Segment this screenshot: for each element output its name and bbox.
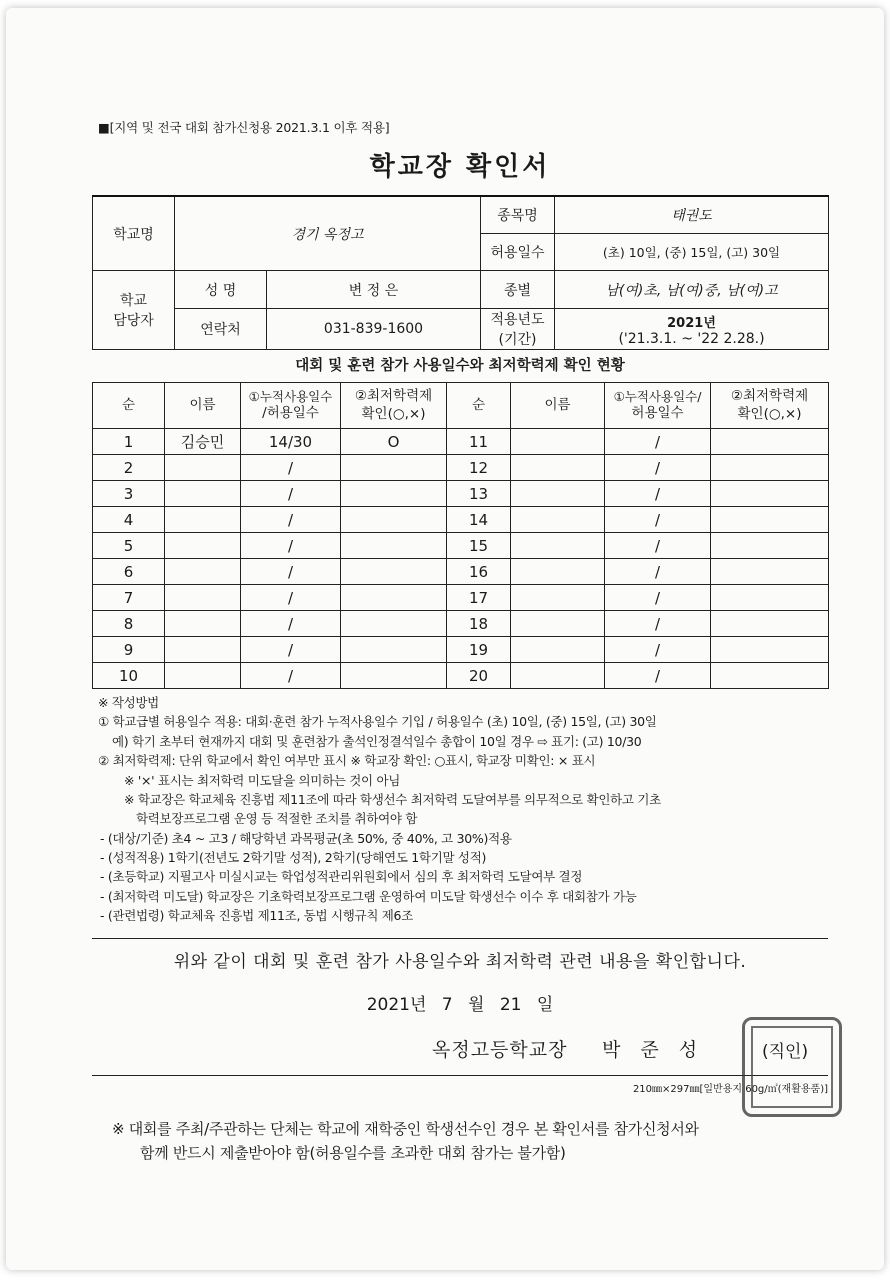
cell-grade-l [341, 585, 447, 611]
note-line-2: 예) 학기 초부터 현재까지 대회 및 훈련참가 출석인정결석일수 총합이 10일 경우 ⇨ 표기: (고) 10/30 [112, 733, 642, 749]
footer-line-2: 함께 반드시 제출받아야 함(허용일수를 초과한 대회 참가는 불가함) [140, 1144, 566, 1163]
cell-no-r: 12 [447, 455, 511, 481]
cell-no-l: 10 [93, 663, 165, 689]
confirm-statement: 위와 같이 대회 및 훈련 참가 사용일수와 최저학력 관련 내용을 확인합니다. [92, 938, 828, 972]
cell-no-l: 3 [93, 481, 165, 507]
cell-name-r [511, 455, 605, 481]
cell-days-r: / [605, 533, 711, 559]
sport-value: 태권도 [555, 196, 829, 234]
note-line-1: ① 학교급별 허용일수 적용: 대회·훈련 참가 누적사용일수 기입 / 허용일수 (초) 10일, (중) 15일, (고) 30일 [98, 714, 657, 730]
school-value: 경기 옥정고 [175, 196, 481, 271]
cell-days-l: / [241, 507, 341, 533]
note-line-11: - (관련법령) 학교체육 진흥법 제11조, 동법 시행규칙 제6조 [100, 908, 413, 924]
col-grade-right [711, 383, 829, 429]
note-line-7: - (대상/기준) 초4 ~ 고3 / 해당학년 과목평균(초 50%, 중 40%, 고 30%)적용 [100, 830, 512, 846]
cell-grade-r [711, 533, 829, 559]
form-body [92, 118, 828, 1166]
cell-days-r: / [605, 507, 711, 533]
cell-days-l: / [241, 611, 341, 637]
list-subtitle: 대회 및 훈련 참가 사용일수와 최저학력제 확인 현황 [295, 358, 625, 374]
cell-days-r: / [605, 481, 711, 507]
cell-name-r [511, 533, 605, 559]
cell-grade-l [341, 507, 447, 533]
table-row [93, 507, 829, 533]
col-grade-right-2: 확인(○,×) [737, 405, 802, 422]
table-row [93, 585, 829, 611]
year-label [481, 309, 555, 350]
col-grade-left-1: ②최저학력제 [354, 387, 433, 404]
cell-days-l: / [241, 663, 341, 689]
cell-days-r: / [605, 429, 711, 455]
cell-grade-r [711, 429, 829, 455]
cell-no-r: 20 [447, 663, 511, 689]
col-name-right: 이름 [511, 383, 605, 429]
cell-no-l: 2 [93, 455, 165, 481]
info-table [92, 195, 829, 350]
note-line-8: - (성적적용) 1학기(전년도 2학기말 성적), 2학기(당해연도 1학기말 성적) [100, 850, 487, 865]
cell-name-l [165, 585, 241, 611]
writing-notes [92, 693, 828, 926]
table-row [93, 663, 829, 689]
year-label-1: 적용년도 [490, 312, 545, 328]
signature-line [92, 1035, 828, 1067]
cell-days-l: / [241, 481, 341, 507]
note-line-10: - (최저학력 미도달) 학교장은 기초학력보장프로그램 운영하여 미도달 학생선수 이수 후 대회참가 가능 [100, 888, 637, 904]
cell-days-r: / [605, 637, 711, 663]
cell-no-l: 6 [93, 559, 165, 585]
cell-name-r [511, 481, 605, 507]
note-line-3: ② 최저학력제: 단위 학교에서 확인 여부만 표시 ※ 학교장 확인: ○표시, 학교장 미확인: × 표시 [98, 753, 596, 769]
cell-days-l: / [241, 637, 341, 663]
table-row [93, 637, 829, 663]
cell-no-r: 19 [447, 637, 511, 663]
signer-name: 박 준 성 [602, 1038, 698, 1061]
cell-grade-r [711, 663, 829, 689]
cell-no-l: 8 [93, 611, 165, 637]
cell-days-r: / [605, 585, 711, 611]
col-days-left-2: /허용일수 [262, 404, 319, 421]
cell-grade-l [341, 533, 447, 559]
contact-value: 031-839-1600 [267, 309, 481, 350]
cell-name-l [165, 481, 241, 507]
cell-no-r: 11 [447, 429, 511, 455]
col-days-right-1: ①누적사용일수/ [613, 388, 702, 404]
cell-no-l: 9 [93, 637, 165, 663]
cell-grade-l [341, 611, 447, 637]
type-label: 종별 [481, 271, 555, 309]
document-page [6, 8, 884, 1270]
cell-grade-r [711, 481, 829, 507]
cell-grade-l [341, 481, 447, 507]
cell-name-l [165, 455, 241, 481]
allowed-value: (초) 10일, (중) 15일, (고) 30일 [555, 234, 829, 271]
table-row [93, 429, 829, 455]
name-label: 성 명 [175, 271, 267, 309]
table-header-row [93, 383, 829, 429]
usage-table [92, 382, 829, 689]
sport-label: 종목명 [481, 196, 555, 234]
cell-days-l: / [241, 455, 341, 481]
note-line-6: 학력보장프로그램 운영 등 적절한 조치를 취하여야 함 [136, 811, 418, 827]
table-row [93, 611, 829, 637]
page-title: 학교장 확인서 [369, 152, 551, 182]
col-name-left: 이름 [165, 383, 241, 429]
footer-note [92, 1117, 828, 1167]
cell-no-r: 13 [447, 481, 511, 507]
cell-grade-l [341, 637, 447, 663]
cell-no-l: 5 [93, 533, 165, 559]
cell-name-r [511, 585, 605, 611]
footer-line-1: ※ 대회를 주최/주관하는 단체는 학교에 재학중인 학생선수인 경우 본 확인서를 참가신청서와 [112, 1119, 699, 1138]
cell-days-l: 14/30 [241, 429, 341, 455]
cell-no-l: 1 [93, 429, 165, 455]
table-row [93, 559, 829, 585]
staff-label-2: 담당자 [113, 313, 154, 329]
cell-no-r: 16 [447, 559, 511, 585]
cell-name-l [165, 533, 241, 559]
cell-name-r [511, 637, 605, 663]
cell-grade-r [711, 637, 829, 663]
cell-no-r: 17 [447, 585, 511, 611]
cell-grade-r [711, 455, 829, 481]
notes-heading: ※ 작성방법 [98, 695, 159, 710]
name-value: 변 정 은 [267, 271, 481, 309]
note-line-5: ※ 학교장은 학교체육 진흥법 제11조에 따라 학생선수 최저학력 도달여부를 의무적으로 확인하고 기초 [124, 791, 661, 807]
cell-grade-r [711, 507, 829, 533]
cell-grade-r [711, 611, 829, 637]
cell-no-l: 4 [93, 507, 165, 533]
year-label-2: (기간) [498, 332, 537, 348]
cell-no-r: 15 [447, 533, 511, 559]
year-value [555, 309, 829, 350]
cell-grade-l [341, 455, 447, 481]
signer-school: 옥정고등학교장 [432, 1038, 568, 1061]
staff-label [93, 271, 175, 350]
cell-grade-l: O [341, 429, 447, 455]
col-days-left [241, 383, 341, 429]
cell-name-l [165, 611, 241, 637]
cell-name-l: 김승민 [165, 429, 241, 455]
staff-label-1: 학교 [119, 293, 148, 309]
table-row [93, 533, 829, 559]
cell-name-r [511, 611, 605, 637]
cell-name-r [511, 507, 605, 533]
cell-days-r: / [605, 611, 711, 637]
cell-name-l [165, 637, 241, 663]
cell-days-r: / [605, 663, 711, 689]
cell-name-l [165, 559, 241, 585]
cell-grade-l [341, 663, 447, 689]
seal-label: (직인) [762, 1041, 809, 1062]
cell-days-l: / [241, 585, 341, 611]
type-value: 남(여)초, 남(여)중, 남(여)고 [555, 271, 829, 309]
note-line-9: - (초등학교) 지필고사 미실시교는 학업성적관리위원회에서 심의 후 최저학력 도달여부 결정 [100, 869, 583, 885]
col-no-left: 순 [93, 383, 165, 429]
allowed-label: 허용일수 [481, 234, 555, 271]
cell-no-r: 18 [447, 611, 511, 637]
cell-name-l [165, 663, 241, 689]
cell-name-l [165, 507, 241, 533]
table-row [93, 481, 829, 507]
col-grade-left-2: 확인(○,×) [361, 405, 426, 422]
cell-no-r: 14 [447, 507, 511, 533]
col-grade-left [341, 383, 447, 429]
header-note: ■[지역 및 전국 대회 참가신청용 2021.3.1 이후 적용] [98, 120, 390, 135]
issue-date: 2021년 7 월 21 일 [366, 994, 554, 1015]
cell-name-r [511, 663, 605, 689]
cell-name-r [511, 429, 605, 455]
cell-grade-l [341, 559, 447, 585]
col-grade-right-1: ②최저학력제 [730, 387, 809, 404]
cell-grade-r [711, 585, 829, 611]
paper-size-note: 210㎜×297㎜[일반용지 60g/㎡(재활용품)] [92, 1075, 828, 1095]
school-label: 학교명 [93, 196, 175, 271]
col-days-left-1: ①누적사용일수 [248, 388, 333, 404]
cell-name-r [511, 559, 605, 585]
cell-days-r: / [605, 455, 711, 481]
official-seal-stamp [742, 1017, 842, 1117]
contact-label: 연락처 [175, 309, 267, 350]
col-no-right: 순 [447, 383, 511, 429]
note-line-4: ※ '×' 표시는 최저학력 미도달을 의미하는 것이 아님 [124, 772, 401, 788]
table-row [93, 455, 829, 481]
cell-grade-r [711, 559, 829, 585]
cell-days-l: / [241, 559, 341, 585]
cell-no-l: 7 [93, 585, 165, 611]
year-value-1: 2021년 [667, 315, 716, 331]
table-body [93, 429, 829, 689]
col-days-right-2: 허용일수 [631, 404, 684, 421]
col-days-right [605, 383, 711, 429]
year-value-2: ('21.3.1. ~ '22 2.28.) [618, 330, 765, 347]
cell-days-r: / [605, 559, 711, 585]
cell-days-l: / [241, 533, 341, 559]
